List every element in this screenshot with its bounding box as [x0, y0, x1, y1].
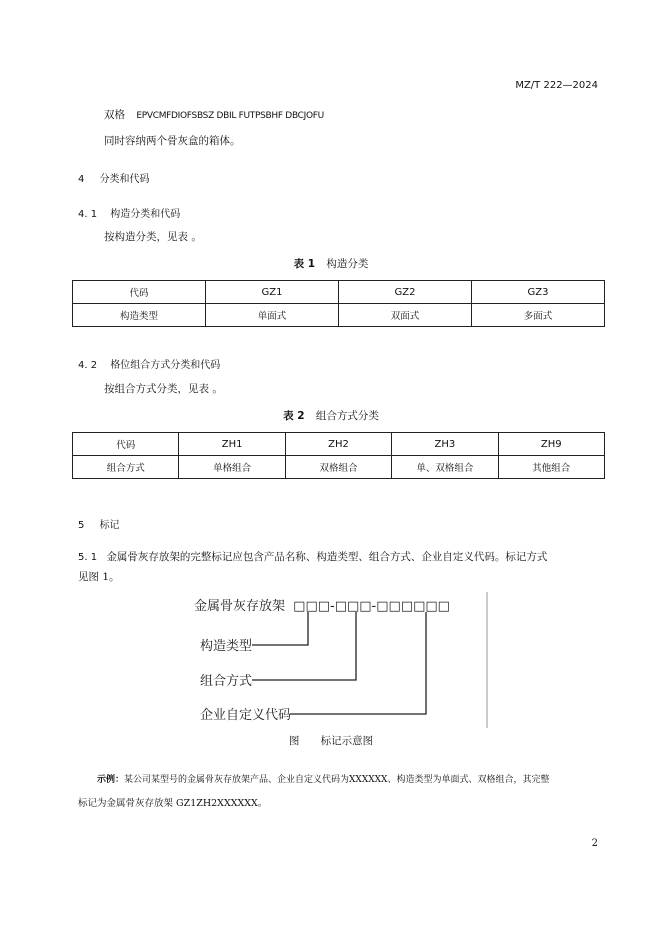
table-2-label: 表 2 — [283, 410, 305, 422]
section-4-2-number: 4. 2 — [78, 360, 98, 371]
table-cell: GZ1 — [206, 281, 339, 304]
section-5-1-line1: 金属骨灰存放架的完整标记应包含产品名称、构造类型、组合方式、企业自定义代码。标记方式 — [106, 551, 548, 563]
section-5-number: 5 — [78, 520, 85, 531]
table-row — [73, 433, 605, 456]
figure-product-name: 金属骨灰存放架 — [194, 599, 286, 614]
section-4-1-heading — [78, 205, 180, 220]
example-line2: 标记为金属骨灰存放架 GZ1ZH2XXXXXX。 — [78, 798, 268, 809]
figure-code-boxes: □□□-□□□-□□□□□□ — [293, 599, 450, 614]
table-row — [73, 304, 605, 327]
section-5-1-line2: 见图 1。 — [78, 571, 120, 583]
table-cell: 其他组合 — [498, 456, 604, 479]
figure-caption-title: 标记示意图 — [320, 735, 374, 747]
table-1-title: 构造分类 — [326, 258, 369, 270]
section-4-number: 4 — [78, 174, 85, 185]
table-cell: 单面式 — [206, 304, 339, 327]
table-cell: 多面式 — [472, 304, 605, 327]
section-4-2-title: 格位组合方式分类和代码 — [110, 360, 221, 371]
marking-figure — [190, 590, 488, 730]
table-1-caption — [0, 256, 662, 271]
term-definition: 同时容纳两个骨灰盒的箱体。 — [104, 135, 241, 147]
figure-label-enterprise-code: 企业自定义代码 — [200, 708, 292, 723]
table-cell: ZH1 — [179, 433, 285, 456]
table-cell: 双面式 — [339, 304, 472, 327]
leader-construction-type — [252, 612, 308, 645]
page-number: 2 — [591, 838, 598, 849]
table-cell: ZH3 — [392, 433, 498, 456]
table-row — [73, 281, 605, 304]
section-5-1-number: 5. 1 — [78, 552, 98, 563]
table-cell: 单格组合 — [179, 456, 285, 479]
document-number: MZ/T 222—2024 — [515, 80, 598, 91]
table-2-caption — [0, 408, 662, 423]
section-4-2-heading — [78, 356, 220, 371]
term-entry — [104, 107, 324, 122]
table-cell: ZH9 — [498, 433, 604, 456]
table-2-title: 组合方式分类 — [315, 410, 379, 422]
table-1 — [72, 280, 605, 327]
table-cell: 双格组合 — [285, 456, 391, 479]
section-4-2-body: 按组合方式分类，见表 。 — [104, 383, 223, 395]
table-cell: 构造类型 — [73, 304, 206, 327]
section-5-heading — [78, 516, 120, 531]
leader-combination-mode — [252, 612, 356, 680]
figure-label-construction-type: 构造类型 — [200, 639, 253, 654]
table-cell: 单、双格组合 — [392, 456, 498, 479]
table-cell: 组合方式 — [73, 456, 179, 479]
figure-product-marking — [194, 595, 450, 614]
section-4-1-body: 按构造分类，见表 。 — [104, 231, 202, 243]
section-5-title: 标记 — [99, 520, 120, 531]
example-text-1: 某公司某型号的金属骨灰存放架产品、企业自定义代码为XXXXXX、构造类型为单面式、双格组合，其完整 — [124, 775, 550, 785]
table-cell: GZ2 — [339, 281, 472, 304]
example-label: 示例： — [97, 775, 125, 785]
table-cell: ZH2 — [285, 433, 391, 456]
section-4-1-number: 4. 1 — [78, 209, 98, 220]
section-4-1-title: 构造分类和代码 — [110, 209, 181, 220]
table-1-label: 表 1 — [293, 258, 316, 270]
table-cell: 代码 — [73, 281, 206, 304]
term-english: EPVCMFDIOFSBSZ DBIL FUTPSBHF DBCJOFU — [136, 111, 324, 121]
table-cell: GZ3 — [472, 281, 605, 304]
figure-caption-label: 图 — [288, 735, 300, 747]
section-4-title: 分类和代码 — [99, 174, 150, 185]
section-5-1-body — [78, 549, 547, 564]
table-cell: 代码 — [73, 433, 179, 456]
figure-label-combination-mode: 组合方式 — [200, 674, 253, 689]
example-line1 — [97, 772, 549, 785]
term-name: 双格 — [104, 109, 125, 121]
leader-enterprise-code — [290, 612, 426, 714]
figure-caption — [0, 733, 662, 748]
section-4-heading — [78, 170, 150, 185]
table-row — [73, 456, 605, 479]
table-2 — [72, 432, 605, 479]
